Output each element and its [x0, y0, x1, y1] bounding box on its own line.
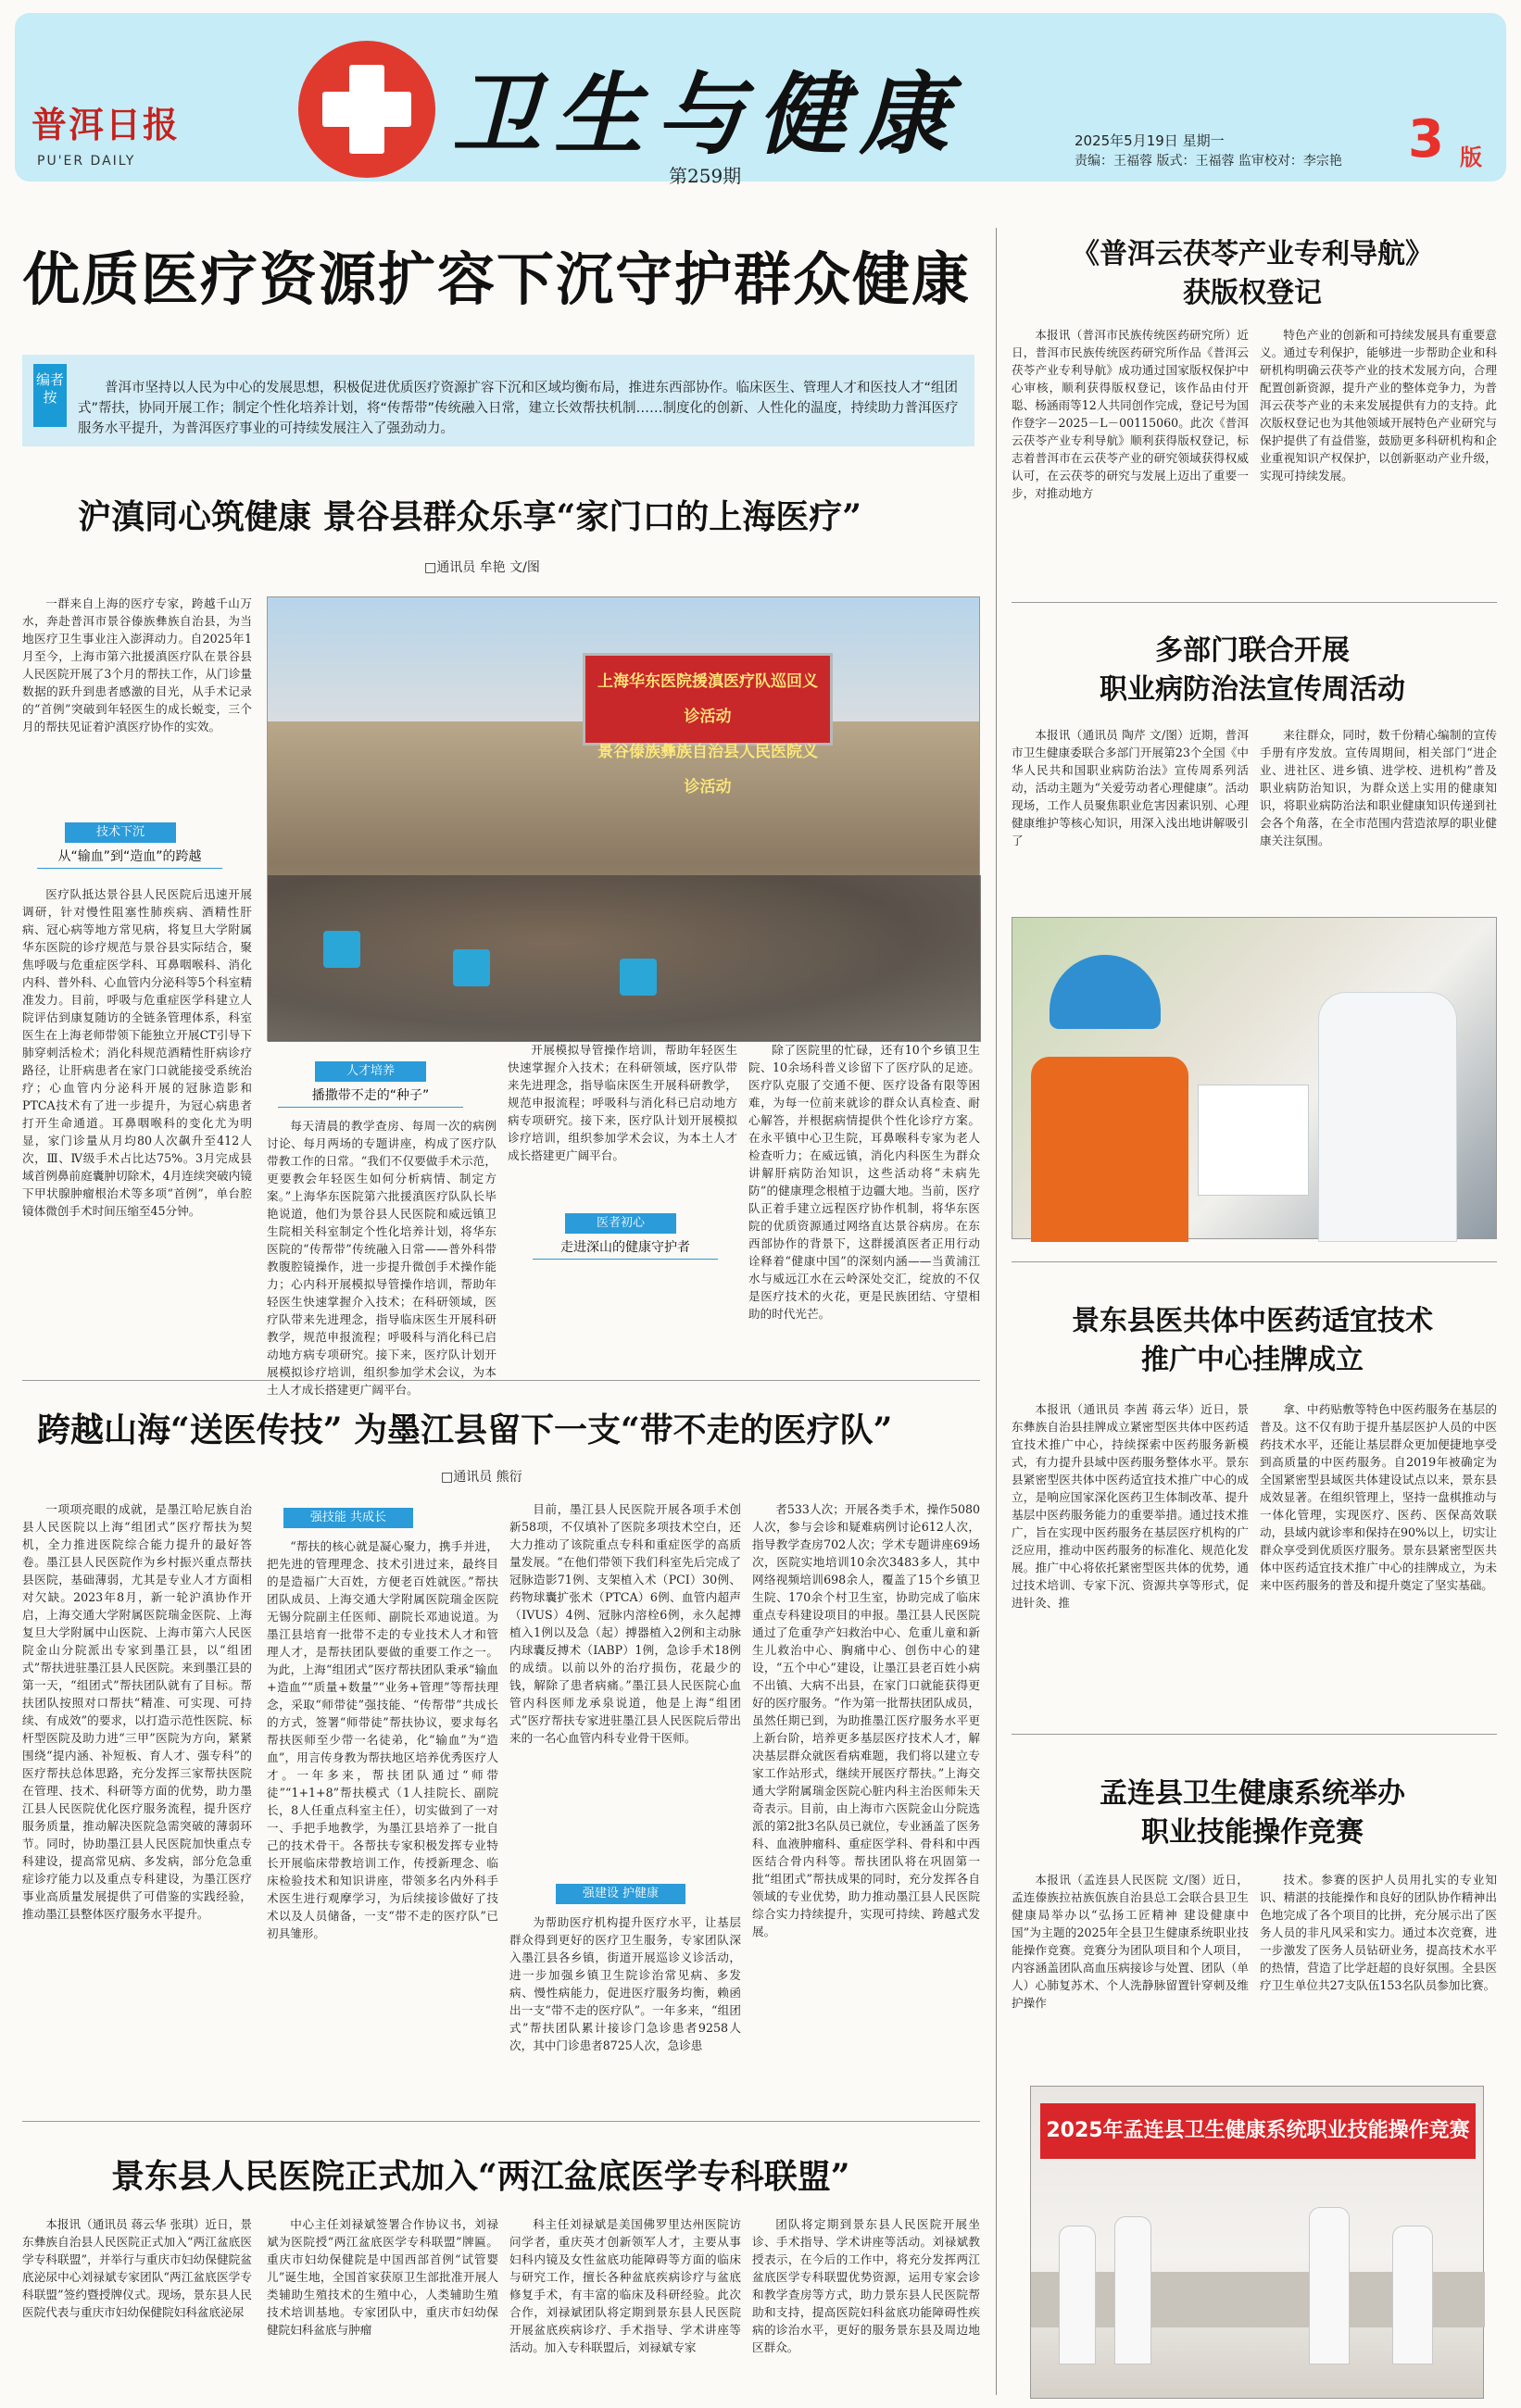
- contest-banner: 2025年孟连县卫生健康系统职业技能操作竞赛: [1046, 2119, 1470, 2142]
- article2-col4: 者533人次；开展各类手术，操作5080人次，参与会诊和疑难病例讨论612人次，指导教学查房702人次；学术专题讲座69场次，医院实地培训10余次3483多人，其中网络视频培训698余人，覆盖了15个乡镇卫生院、170余个村卫生室，协助完成了临床重点专科建设项目的申报。墨江县人民医院通过了危重孕产妇救治中心、危重儿童和新生儿救治中心、胸痛中心、创伤中心的建设，“五个中心”建设，让墨江县老百姓小病不出镇、大病不出县，在家门口就能获得更好的医疗服务。“作为第一批帮扶团队成员，虽然任期已到，为助推墨江医疗服务水平更上新台阶，培养更多基层医疗技术人才，解决基层群众就医看病难题，我们将以建立专家工作站形式，继续开展医疗帮扶。”上海交通大学附属瑞金医院心脏内科主治医师朱天奇表示。目前，由上海市六医院金山分院选派的第2批3名队员已就位，专业涵盖了医务科、血液肿瘤科、重症医学科、骨科和中西医结合骨内科等。帮扶团队将在巩固第一批“组团式”帮扶成果的同时，充分发挥各自领域的专业优势，助力推动墨江县人民医院综合实力持续提升，实现可持续、跨越式发展。: [752, 1502, 980, 1938]
- section-divider: [1012, 602, 1497, 603]
- date-line: 2025年5月19日 星期一: [1075, 132, 1225, 149]
- section-divider: [22, 1380, 980, 1381]
- article1-byline: □通讯员 牟艳 文/图: [424, 560, 540, 575]
- article5-photo-outreach: [1012, 917, 1497, 1239]
- article6-col2: 拿、中药贴敷等特色中医药服务在基层的普及。这不仅有助于提升基层医护人员的中医药技术水平，还能让基层群众更加便捷地享受到高质量的中医药服务。自2019年被确定为全国紧密型县域医共体建设试点以来，景东县成效显著。在组织管理上，坚持一盘棋推动与一体化管理，实现医疗、医药、医保高效联动，县域内就诊率和保持在90%以上，切实让群众享受到优质医疗服务。景东县紧密型医共体中医药适宜技术推广中心的挂牌成立，为未来中医药服务的普及和提升奠定了坚实基础。: [1260, 1402, 1497, 1592]
- article3-col2: 中心主任刘禄斌签署合作协议书，刘禄斌为医院授“两江盆底医学专科联盟”牌匾。重庆市妇幼保健院是中国西部首例“试管婴儿”诞生地，全国首家获原卫生部批准开展人类辅助生殖技术的生殖中心，人类辅助生殖技术培训基地。专家团队中，重庆市妇幼保健院妇科盆底与肿瘤: [267, 2217, 498, 2337]
- article2-col1: 一项项亮眼的成就，是墨江哈尼族自治县人民医院以上海“组团式”医疗帮扶为契机，全力推进医院综合能力提升的最好答卷。墨江县人民医院作为乡村振兴重点帮扶县医院，基础薄弱，尤其是专业人才方面相对欠缺。2023年8月，新一轮沪滇协作开启，上海交通大学附属医院瑞金医院、上海复旦大学附属中山医院、上海市第六人民医院金山分院派出专家到墨江县，以“组团式”帮扶进驻墨江县人民医院。来到墨江县的第一天，“组团式”帮扶团队就有了目标。帮扶团队按照对口帮扶“精准、可实现、可持续、有成效”的要求，以打造示范性医院、标杆型医院及助力进“三甲”医院为方向，紧紧围绕“提内涵、补短板、育人才、强专科”的医疗帮扶总体思路，充分发挥三家帮扶医院在管理、技术、科研等方面的优势，助力墨江县人民医院优化医疗服务流程，提升医疗服务质量，推动解决医院急需突破的薄弱环节。同时，协助墨江县人民医院加快重点专科建设，提高常见病、多发病，部分危急重症诊疗能力以及重点专科建设，为墨江医疗事业高质量发展提供了可借鉴的实践经验，推动墨江县整体医疗服务水平提升。: [22, 1502, 252, 1921]
- article6-headline: [1012, 1302, 1493, 1380]
- issue-number: 第259期: [669, 165, 742, 187]
- page-number: 3: [1408, 109, 1444, 169]
- article1-col3: 除了医院里的忙碌，还有10个乡镇卫生院、10余场科普义诊留下了医疗队的足迹。医疗队克服了交通不便、医疗设备有限等困难，为每一位前来就诊的群众认真检查、耐心解答，并根据病情提供个性化诊疗方案。在永平镇中心卫生院，耳鼻喉科专家为老人检查听力；在威远镇，消化内科医生为群众讲解肝病防治知识，这些活动将“未病先防”的健康理念根植于边疆大地。当前，医疗队正着手建立远程医疗协作机制，将华东医院的优质资源通过网络直达景谷病房。在东西部协作的背景下，这群援滇医者正用行动诠释着“健康中国”的深刻内涵——当黄浦江水与威远江水在云岭深处交汇，绽放的不仅是医疗技术的火花，更是民族团结、守望相助的时代光芒。: [748, 1043, 980, 1321]
- article1-subhead-heart: 走进深山的健康守护者: [533, 1237, 718, 1260]
- medical-cross-horizontal: [322, 92, 411, 127]
- article4-headline-line2: 获版权登记: [1183, 277, 1322, 309]
- section-divider: [1012, 1261, 1497, 1262]
- article7-col2: 技术。参赛的医护人员用扎实的专业知识、精湛的技能操作和良好的团队协作精神出色地完成了各个项目的比拼，充分展示出了医务人员的非凡风采和实力。通过本次竞赛，进一步激发了医务人员钻研业务，提高技术水平的热情，营造了比学赶超的良好氛围。全县医疗卫生单位共27支队伍153名队员参加比赛。: [1260, 1873, 1497, 1992]
- article3-col1: 本报讯（通讯员 蒋云华 张琪）近日，景东彝族自治县人民医院正式加入“两江盆底医学专科联盟”，并举行与重庆市妇幼保健院盆底泌尿中心刘禄斌专家团队“两江盆底医学专科联盟”签约暨授牌仪式。现场，景东县人民医院代表与重庆市妇幼保健院妇科盆底泌尿: [22, 2217, 252, 2319]
- article4-col2: 特色产业的创新和可持续发展具有重要意义。通过专利保护，能够进一步帮助企业和科研机构明确云茯苓产业的技术发展方向，合理配置创新资源，提升产业的整体竞争力，为普洱云茯苓产业的未来发展提供有力的支持。此次版权登记也为其他领域开展特色产业研究与保护提供了有益借鉴，鼓励更多科研机构和企业重视知识产权保护，以创新驱动产业升级，实现可持续发展。: [1260, 328, 1497, 483]
- article1-tag-talent: 人才培养: [315, 1061, 426, 1082]
- article7-photo-contest: [1030, 2086, 1484, 2399]
- article6-headline-line1: 景东县医共体中医药适宜技术: [1072, 1305, 1433, 1337]
- article7-headline: [1012, 1775, 1493, 1852]
- clinic-banner-line2: 景谷傣族彝族自治县人民医院义诊活动: [597, 743, 818, 796]
- article1-tag-tech: 技术下沉: [65, 822, 176, 843]
- article3-headline: 景东县人民医院正式加入“两江盆底医学专科联盟”: [111, 2157, 850, 2196]
- article1-col2b: 开展模拟导管操作培训，帮助年轻医生快速掌握介入技术；在科研领域，医疗队带来先进理念，指导临床医生开展科研教学，规范申报流程；呼吸科与消化科已启动地方病专项研究。接下来，医疗队计划开展模拟诊疗培训，组织参加学术会议，为本土人才成长搭建更广阔平台。: [508, 1043, 737, 1162]
- article4-col1: 本报讯（普洱市民族传统医药研究所）近日，普洱市民族传统医药研究所作品《普洱云茯苓产业专利导航》成功通过国家版权保护中心审核，顺利获得版权登记，该作品由付开聪、杨涵雨等12人共同创作完成，登记号为国作登字－2025－L－00115060。此次《普洱云茯苓产业专利导航》顺利获得版权登记，标志着普洱市在云茯苓产业的研究领域获得权威认可，在云茯苓的研究与发展上迈出了重要一步，对推动地方: [1012, 328, 1249, 500]
- article7-headline-line1: 孟连县卫生健康系统举办: [1100, 1777, 1405, 1810]
- article2-headline: 跨越山海“送医传技” 为墨江县留下一支“带不走的医疗队”: [37, 1411, 893, 1449]
- article5-headline-line2: 职业病防治法宣传周活动: [1100, 673, 1405, 706]
- paper-logo-en: PU'ER DAILY: [37, 154, 136, 169]
- column-divider: [996, 228, 997, 2395]
- article1-subhead-tech: 从“输血”到“造血”的跨越: [37, 847, 222, 869]
- article6-col1: 本报讯（通讯员 李茜 蒋云华）近日，景东彝族自治县挂牌成立紧密型医共体中医药适宜技术推广中心，持续探索中医药服务新模式，有力提升县域中医药服务整体水平。景东县紧密型医共体中医药适宜技术推广中心的成立，是响应国家深化医药卫生体制改革、提升基层中医药服务能力的重要举措。通过技术推广，旨在实现中医药服务在基层医疗机构的广泛应用，推动中医药服务的标准化、规范化发展。推广中心将依托紧密型医共体的优势，通过技术培训、专家下沉、资源共享等形式，促进针灸、推: [1012, 1402, 1249, 1610]
- article2-tag-build: 强建设 护健康: [556, 1884, 685, 1904]
- article6-headline-line2: 推广中心挂牌成立: [1141, 1344, 1364, 1376]
- article3-col3: 科主任刘禄斌是美国佛罗里达州医院访问学者，重庆英才创新领军人才，主要从事妇科内镜及女性盆底功能障碍等方面的临床与研究工作，擅长各种盆底疾病诊疗与盆底修复手术，有丰富的临床及科研经验。此次合作，刘禄斌团队将定期到景东县人民医院开展盆底疾病诊疗、手术指导、学术讲座等活动。加入专科联盟后，刘禄斌专家: [509, 2217, 741, 2354]
- article5-col1: 本报讯（通讯员 陶芹 文/图）近期，普洱市卫生健康委联合多部门开展第23个全国《中华人民共和国职业病防治法》宣传周系列活动，活动主题为“关爱劳动者心理健康”。活动现场，工作人员聚焦职业危害因素识别、心理健康维护等核心知识，用深入浅出地讲解吸引了: [1012, 728, 1249, 847]
- editor-note-tag: 编者按: [33, 364, 67, 427]
- clinic-banner-line1: 上海华东医院援滇医疗队巡回义诊活动: [597, 672, 818, 726]
- article4-headline: [1012, 235, 1493, 313]
- article7-col1: 本报讯（孟连县人民医院 文/图）近日，孟连傣族拉祜族佤族自治县总工会联合县卫生健康局举办以“弘扬工匠精神 建设健康中国”为主题的2025年全县卫生健康系统职业技能操作竞赛。竞赛分为团队项目和个人项目，内容涵盖团队高血压病接诊与处置、团队（单人）心肺复苏术、个人洗静脉留置针穿刺及维护操作: [1012, 1873, 1249, 2010]
- article1-col2: 每天清晨的教学查房、每周一次的病例讨论、每月两场的专题讲座，构成了医疗队带教工作的日常。“我们不仅要做手术示范，更要教会年轻医生如何分析病情、制定方案。”上海华东医院第六批援滇医疗队队长毕艳说道，他们为景谷县人民医院和威远镇卫生院相关科室制定个性化培养计划，将华东医院的“传帮带”传统融入日常——普外科带教腹腔镜操作，进一步提升微创手术操作能力；心内科开展模拟导管操作培训，帮助年轻医生快速掌握介入技术；在科研领域，医疗队带来先进理念，指导临床医生开展科研教学，规范申报流程；呼吸科与消化科已启动地方病专项研究。接下来，医疗队计划开展模拟诊疗培训，组织参加学术会议，为本土人才成长搭建更广阔平台。: [267, 1119, 497, 1397]
- section-divider: [22, 2121, 980, 2122]
- editor-note-text: 普洱市坚持以人民为中心的发展思想，积极促进优质医疗资源扩容下沉和区域均衡布局，推进东西部协作。临床医生、管理人才和医技人才“组团式”帮扶，协同开展工作；制定个性化培养计划，将“传帮带”传统融入日常，建立长效帮扶机制……制度化的创新、人性化的温度，持续助力普洱医疗服务水平提升，为普洱医疗事业的可持续发展注入了强劲动力。: [78, 381, 959, 436]
- article5-col2: 来往群众，同时，数千份精心编制的宣传手册有序发放。宣传周期间，相关部门“进企业、进社区、进乡镇、进学校、进机构”普及职业病防治知识，为群众送上实用的健康知识，将职业病防治法和职业健康知识传递到社会各个角落，在全市范围内营造浓厚的职业健康关注氛围。: [1260, 728, 1497, 847]
- article1-col1: 一群来自上海的医疗专家，跨越千山万水，奔赴普洱市景谷傣族彝族自治县，为当地医疗卫生事业注入澎湃动力。自2025年1月至今，上海市第六批援滇医疗队在景谷县人民医院开展了3个月的帮扶工作，从门诊量数据的跃升到患者感激的目光，从手术记录的“首例”突破到年轻医生的成长蜕变，三个月的帮扶见证着沪滇医疗协作的实效。: [22, 596, 252, 734]
- article2-byline: □通讯员 熊衍: [441, 1470, 522, 1485]
- article2-col2: “帮扶的核心就是凝心聚力，携手并进，把先进的管理理念、技术引进过来，最终目的是造福广大百姓，方便老百姓就医。”帮扶团队成员、上海交通大学附属医院瑞金医院无锡分院副主任医师、副院长邓迪说道。为墨江县培育一批带不走的专业技术人才和管理人才，是帮扶团队要做的重要工作之一。为此，上海“组团式”医疗帮扶团队秉承“输血+造血”“质量+数量”“业务+管理”等帮扶理念，采取“师带徒”强技能、“传帮带”共成长的方式，签署“师带徒”帮扶协议，要求每名帮扶医师至少带一名徒弟，化“输血”为“造血”，用言传身教为帮扶地区培养优秀医疗人才。一年多来，帮扶团队通过“师带徒”“1+1+8”帮扶模式（1人挂院长、副院长，8人任重点科室主任），切实做到了一对一、手把手地教学，为墨江县培养了一批自己的技术骨干。各帮扶专家积极发挥专业特长开展临床带教培训工作，传授新理念、临床检验技术和知识讲座，带领多名内外科手术医生进行观摩学习，为后续接诊做好了技术以及人员储备，一支“带不走的医疗队”已初具雏形。: [267, 1539, 498, 1940]
- editors-line: 责编：王福蓉 版式：王福蓉 监审校对：李宗艳: [1075, 154, 1342, 169]
- article2-col3: 目前，墨江县人民医院开展各项手术创新58项，不仅填补了医院多项技术空白，还大力推动了该院重点专科和重症医学的高质量发展。“在他们带领下我们科室先后完成了冠脉造影71例、支架植入术（PCI）30例、药物球囊扩张术（PTCA）6例、血管内超声（IVUS）4例、冠脉内溶栓6例，永久起搏植入1例以及急（起）搏器植入2例和主动脉内球囊反搏术（IABP）1例，急诊手术18例的成绩。以前以外的治疗损伤，花最少的钱，解除了患者病痛。”墨江县人民医院心血管内科医师龙承泉说道，他是上海“组团式”医疗帮扶专家进驻墨江县人民医院后带出来的一名心血管内科专业骨干医师。: [509, 1502, 741, 1745]
- section-divider: [1012, 1734, 1497, 1735]
- article1-subhead-talent: 播撒带不走的“种子”: [278, 1085, 463, 1108]
- article7-headline-line2: 职业技能操作竞赛: [1141, 1816, 1364, 1849]
- article1-photo-clinic: [267, 596, 980, 1041]
- article3-col4: 团队将定期到景东县人民医院开展坐诊、手术指导、学术讲座等活动。刘禄斌教授表示，在今后的工作中，将充分发挥两江盆底医学专科联盟优势资源，运用专家会诊和教学查房等方式，助力景东县人民医院帮助和支持，提高医院妇科盆底功能障碍性疾病的诊治水平，更好的服务景东县及周边地区群众。: [752, 2217, 980, 2354]
- article1-col1b: 医疗队抵达景谷县人民医院后迅速开展调研，针对慢性阻塞性肺疾病、酒精性肝病、冠心病等地方常见病，将复旦大学附属华东医院的诊疗规范与景谷县实际结合，聚焦呼吸与危重症医学科、耳鼻咽喉科、消化内科、普外科、心血管内分泌科等5个科室精准发力。目前，呼吸与危重症医学科建立人院评估到康复随访的全链条管理体系，科室医生在上海老师带领下能独立开展CT引导下肺穿刺活检术；消化科规范酒精性肝病诊疗路径，让肝病患者在家门口就能接受系统治疗；心血管内分泌科开展的冠脉造影和PTCA技术有了进一步提升，为冠心病患者打开生命通道。耳鼻咽喉科的变化尤为明显，家门诊量从月均80人次飙升至412人次，Ⅲ、Ⅳ级手术占比达75%。3月完成县域首例鼻前庭囊肿切除术，4月连续突破内镜下甲状腺肿瘤根治术等多项“首例”，单台腔镜体微创手术时间压缩至45分钟。: [22, 887, 252, 1218]
- article4-headline-line1: 《普洱云茯苓产业专利导航》: [1072, 238, 1433, 270]
- article1-tag-heart: 医者初心: [565, 1213, 676, 1234]
- article5-headline-line1: 多部门联合开展: [1155, 634, 1350, 667]
- paper-logo: 普洱日报: [31, 104, 181, 145]
- article1-headline: 沪滇同心筑健康 景谷县群众乐享“家门口的上海医疗”: [78, 497, 861, 536]
- page-unit: 版: [1460, 144, 1482, 170]
- article2-tag-skills: 强技能 共成长: [283, 1508, 413, 1528]
- article2-col3b: 为帮助医疗机构提升医疗水平，让基层群众得到更好的医疗卫生服务，专家团队深入墨江县各乡镇，街道开展巡诊义诊活动，进一步加强乡镇卫生院诊治常见病、多发病、慢性病能力，促进医疗服务均衡，赖函出一支“带不走的医疗队”。一年多来，“组团式”帮扶团队累计接诊门急诊患者9258人次，其中门诊患者8725人次，急诊患: [509, 1915, 741, 2052]
- section-title: 卫生与健康: [452, 62, 962, 167]
- article5-headline: [1012, 632, 1493, 709]
- lead-headline: 优质医疗资源扩容下沉守护群众健康: [22, 245, 972, 313]
